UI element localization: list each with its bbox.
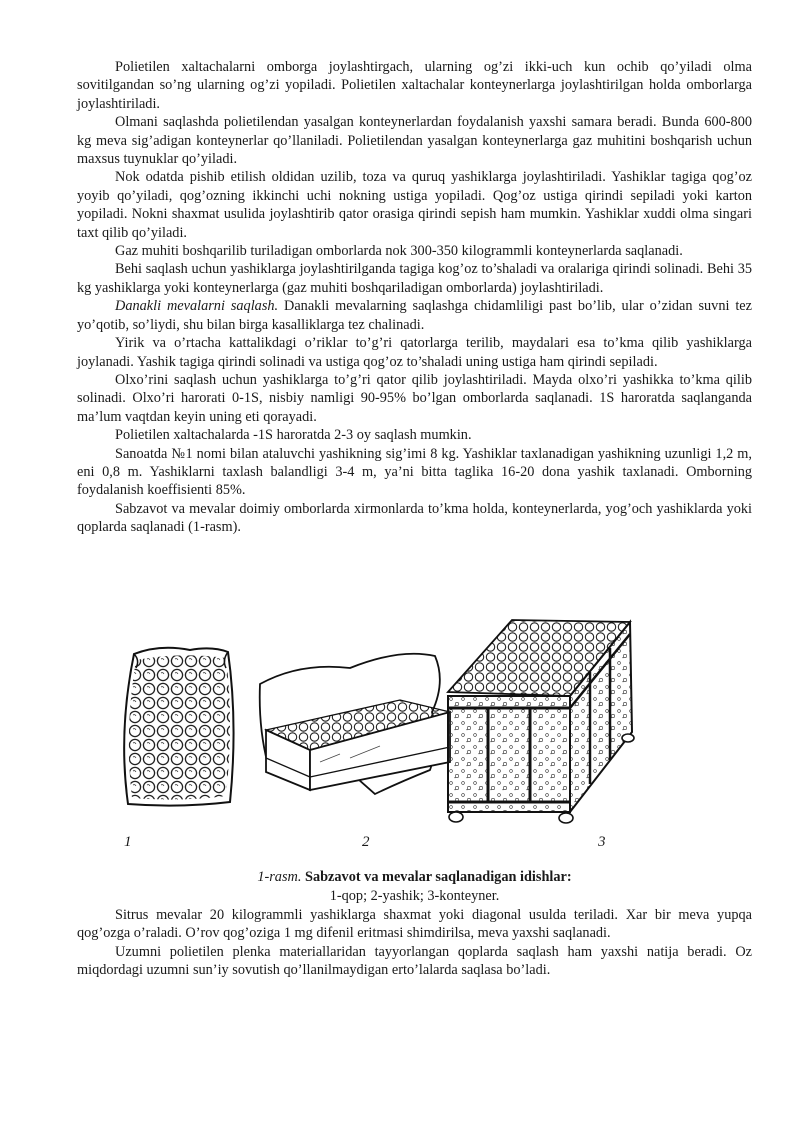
paragraph: Polietilen xaltachalarni omborga joylashtirgach, ularning og’zi ikki-uch kun ochib qo’yiladi olma sovitilgandan so’ng ularning og’zi yopiladi. Polietilen xaltachalar konteynerlarga joylashtirilgan holda omborlarga joylashtiriladi. [77,59,752,112]
paragraph: Sabzavot va mevalar doimiy omborlarda xirmonlarda to’kma holda, konteynerlarda, yog’och yashiklarda yoki qoplarda saqlanadi (1-rasm). [77,500,752,536]
paragraph-text: Danakli mevalarning saqlashga chidamliligi past bo’lib, ular o’zidan suvni tez yo’qotib, so’liydi, shu bilan birga kasalliklarga tez chalinadi. [77,298,753,333]
paragraph: Gaz muhiti boshqarilib turiladigan omborlarda nok 300-350 kilogrammli konteynerlarda saqlanadi. [115,243,683,260]
paragraph: Polietilen xaltachalarda -1S haroratda 2-3 oy saqlash mumkin. [115,427,472,444]
paragraph: Uzumni polietilen plenka materiallaridan tayyorlangan qoplarda saqlash ham yaxshi natija beradi. Oz miqdordagi uzumni sun’iy sovutish qo’llanilmaydigan erto’lalarda saqlasa bo’ladi. [77,943,752,979]
text-section-bottom [77,906,752,980]
caption-subtitle: 1-qop; 2-yashik; 3-konteyner. [329,888,500,904]
paragraph: Olxo’rini saqlash uchun yashiklarga to’g’ri qator qilib joylashtiriladi. Mayda olxo’ri yashikka to’kma qilib solinadi. Olxo’ri harorati 0-1S, nisbiy namligi 90-95% bo’lgan omborlarda saqlanadi. 1S haroratda saqlanganda ma’lum vaqtdan keyin uning eti qorayadi. [77,371,752,425]
text-section-top [77,58,752,537]
caption-title: Sabzavot va mevalar saqlanadigan idishlar: [301,869,572,885]
paragraph-danakli [77,297,752,334]
paragraph: Nok odatda pishib etilish oldidan uzilib, toza va quruq yashiklarga joylashtiriladi. Yashiklar tagiga qog’oz yoyib qo’yiladi, qog’ozning ikkinchi uchi nokning ustiga yopiladi. Qog’oz ustiga qirindi sepiladi yoki karton yopiladi. Nokni shaxmat usulida joylashtirib qator orasiga qirindi sepish ham mumkin. Yashiklar xuddi olma singari taxt qilib qo’yiladi. [77,169,752,241]
figure-containers [100,612,660,832]
crate-illustration [260,654,450,794]
container-illustration [448,620,634,823]
paragraph: Yirik va o’rtacha kattalikdagi o’riklar to’g’ri qatorlarga terilib, maydalari esa to’kma qilib yashiklarga joylanadi. Yashik tagiga qirindi solinadi va ustiga qog’oz to’shaladi uning ustiga ham qirindi sepiladi. [77,335,752,370]
figure-label-1: 1 [124,834,132,850]
caption-label: 1-rasm. [257,869,302,885]
paragraph: Sanoatda №1 nomi bilan ataluvchi yashikning sig’imi 8 kg. Yashiklar taxlanadigan yashikning uzunligi 1,2 m, eni 0,8 m. Yashiklarni taxlash balandligi 3-4 m, ya’ni bitta taglika 16-20 dona yashik taxlanadi. Omborning foydalanish koeffisienti 85%. [77,445,752,499]
figure-caption [77,868,752,886]
section-heading: Danakli mevalarni saqlash. [115,298,279,315]
paragraph: Sitrus mevalar 20 kilogrammli yashiklarga shaxmat yoki diagonal usulda teriladi. Xar bir meva yupqa qog’ozga o’raladi. O’rov qog’oziga 1 mg difenil eritmasi shimdirilsa, meva yaxshi saqlanadi. [77,907,752,942]
sack-illustration [124,648,233,806]
paragraph: Behi saqlash uchun yashiklarga joylashtirilganda tagiga kog’oz to’shaladi va oralariga qirindi solinadi. Behi 35 kg yashiklarga yoki konteynerlarga (gaz muhiti boshqariladigan omborlarda) joylashtiriladi. [77,261,752,296]
paragraph: Olmani saqlashda polietilendan yasalgan konteynerlardan foydalanish yaxshi samara beradi. Bunda 600-800 kg meva sig’adigan konteynerlar qo’llaniladi. Polietilendan yasalgan konteynerlarga gaz muhitini boshqarish uchun maxsus tuynuklar qo’yiladi. [77,114,752,168]
figure-label-2: 2 [362,834,370,850]
figure-label-3: 3 [598,834,606,850]
